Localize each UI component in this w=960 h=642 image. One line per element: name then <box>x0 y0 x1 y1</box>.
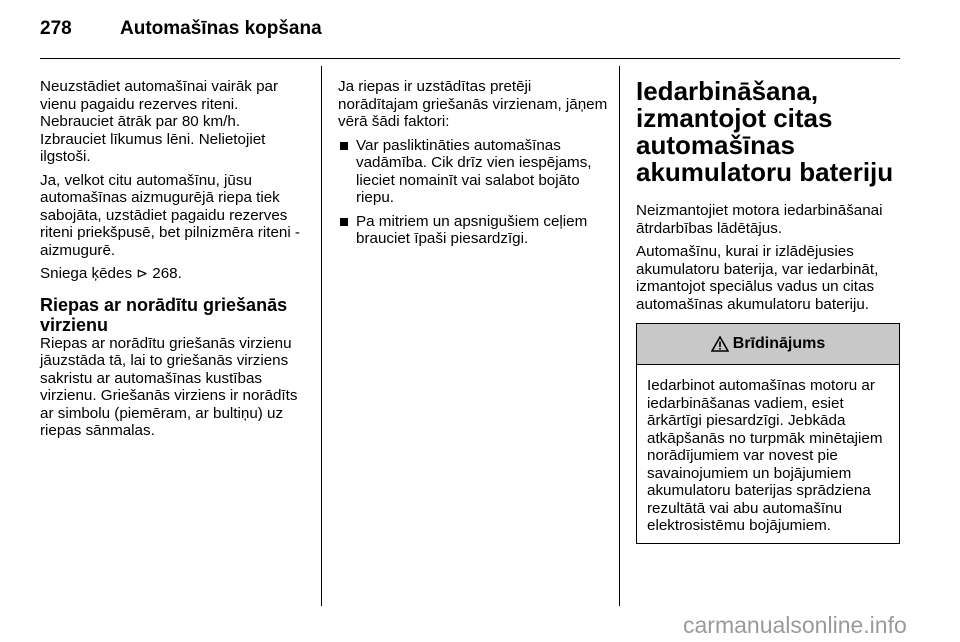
warning-text: Iedarbinot automašīnas motoru ar iedarbināšanas vadiem, esiet ārkārtīgi piesardzīgi. Jebkāda atkāpšanās no turpmāk minētajiem norādījumiem var novest pie savainojumiem un bojājumiem akumulatoru baterijas sprādziena rezultātā vai abu automašīnu elektrosistēmu bojājumiem. <box>647 377 883 534</box>
page-header <box>40 18 900 54</box>
header-rule <box>40 58 900 59</box>
paragraph-towing: Ja, velkot citu automašīnu, jūsu automašīnas aizmugurējā riepa tiek sabojāta, uzstādiet pagaidu rezerves riteni priekšpusē, bet pilnizmēra riteni - aizmugurē. <box>40 171 300 259</box>
bullet-square-icon <box>340 218 348 226</box>
section-heading-directional-tyres: Riepas ar norādītu griešanās virzienu <box>40 294 288 335</box>
paragraph-jump-start: Automašīnu, kurai ir izlādējusies akumulatoru baterija, var iedarbināt, izmantojot speciālus vadus un citas automašīnas akumulatoru bateriju. <box>636 243 879 313</box>
list-item: Var pasliktināties automašīnas vadāmība. Cik drīz vien iespējams, lieciet nomainīt vai salabot bojāto riepu. <box>338 137 608 207</box>
column-3 <box>636 78 904 544</box>
column-divider-1 <box>321 66 322 606</box>
page-number: 278 <box>40 18 72 39</box>
column-divider-2 <box>619 66 620 606</box>
bullet-square-icon <box>340 142 348 150</box>
warning-title: Brīdinājums <box>732 335 826 353</box>
paragraph-reverse-mount: Ja riepas ir uzstādītas pretēji norādītajam griešanās virzienam, jāņem vērā šādi faktori: <box>338 78 608 130</box>
snow-chains-text: Sniega ķēdes <box>40 265 133 282</box>
chapter-title: Automašīnas kopšana <box>120 18 322 39</box>
bullet-list <box>338 137 608 248</box>
paragraph-snow-chains <box>40 265 308 283</box>
warning-triangle-icon <box>711 336 729 352</box>
page-ref-icon: ⊳ <box>136 265 149 281</box>
warning-box <box>636 323 900 544</box>
column-1 <box>40 78 308 446</box>
paragraph-directional-tyres: Riepas ar norādītu griešanās virzienu jāuzstāda tā, lai to griešanās virziens sakristu ar automašīnas kustības virzienu. Griešanās virziens ir norādīts ar simbolu (piemēram, ar bultiņu) uz riepas sānmalas. <box>40 334 298 439</box>
section-heading-jump-start: Iedarbināšana, izmantojot citas automašīnas akumulatoru bateriju <box>636 76 894 187</box>
column-2 <box>338 78 608 254</box>
paragraph-spare-wheel: Neuzstādiet automašīnai vairāk par vienu pagaidu rezerves riteni. Nebrauciet ātrāk par 80 km/h. Izbrauciet līkumus lēni. Nelietojiet ilgstoši. <box>40 78 279 165</box>
warning-header <box>637 324 899 365</box>
paragraph-no-fast-chargers: Neizmantojiet motora iedarbināšanai ātrdarbības lādētājus. <box>636 202 883 237</box>
list-item: Pa mitriem un apsnigušiem ceļiem brauciet īpaši piesardzīgi. <box>338 213 608 248</box>
watermark: carmanualsonline.info <box>683 612 907 638</box>
snow-chains-ref[interactable]: 268. <box>152 265 182 282</box>
